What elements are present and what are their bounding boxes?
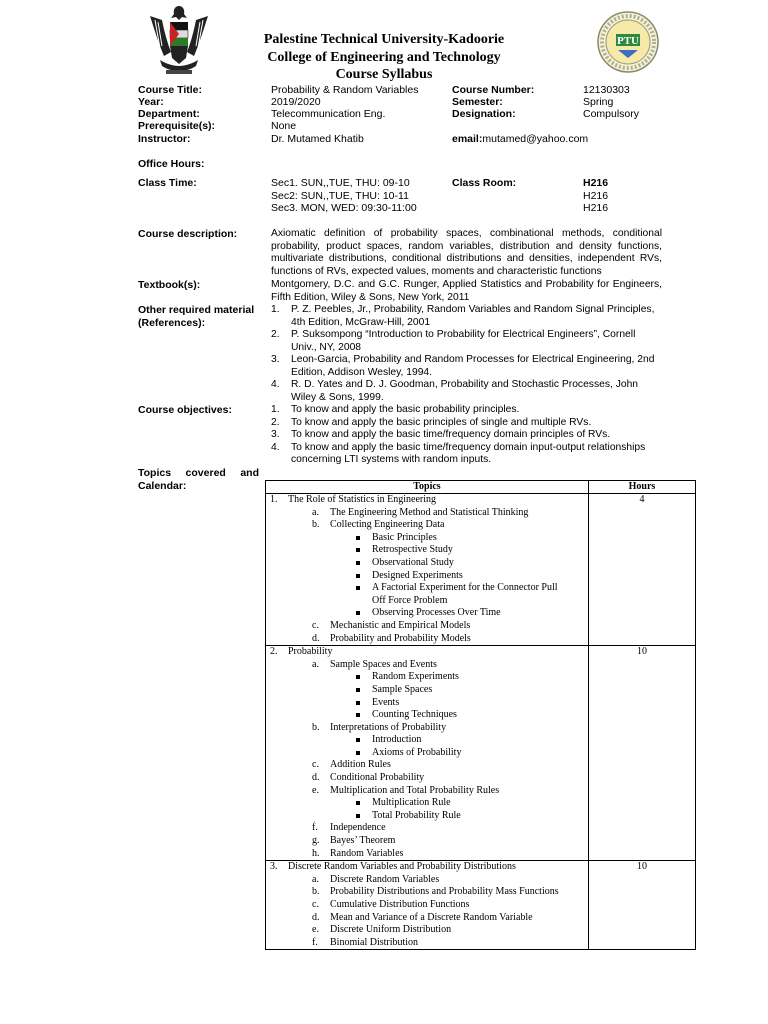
objective-text: To know and apply the basic principles of single and multiple RVs. bbox=[291, 416, 592, 428]
references-list bbox=[271, 304, 662, 404]
bullet-icon bbox=[356, 675, 360, 679]
topic-marker: g. bbox=[312, 835, 320, 847]
topic-text: Addition Rules bbox=[330, 759, 391, 771]
topic-text: Sample Spaces bbox=[372, 683, 433, 695]
references-label bbox=[138, 304, 254, 329]
topic-text: Discrete Uniform Distribution bbox=[330, 924, 452, 936]
class-time-sec3: Sec3. MON, WED: 09:30-11:00 bbox=[271, 202, 417, 214]
objective-number: 2. bbox=[271, 416, 280, 428]
topics-table bbox=[265, 480, 696, 950]
course-number-value: 12130303 bbox=[583, 84, 630, 96]
ptu-seal-text: PTU bbox=[617, 35, 639, 47]
topic-section-cell bbox=[266, 494, 589, 646]
bullet-icon bbox=[356, 561, 360, 565]
subtopic-bullet-item bbox=[266, 697, 588, 710]
subtopic-bullet-item bbox=[266, 734, 588, 747]
subtopic-bullet-item bbox=[266, 747, 588, 760]
topic-marker: c. bbox=[312, 619, 319, 631]
topic-text: Basic Principles bbox=[372, 531, 437, 543]
class-room-sec2: H216 bbox=[583, 189, 609, 202]
year-label: Year: bbox=[138, 96, 164, 108]
topic-text: Random Variables bbox=[330, 847, 404, 859]
topic-text: The Engineering Method and Statistical Thinking bbox=[330, 506, 529, 518]
topic-text: Cumulative Distribution Functions bbox=[330, 899, 470, 910]
reference-item bbox=[271, 379, 662, 404]
objective-item bbox=[271, 442, 662, 467]
subtopic-bullet-item bbox=[266, 797, 588, 810]
bullet-icon bbox=[356, 611, 360, 615]
topic-text: Multiplication Rule bbox=[372, 797, 451, 809]
description-text: Axiomatic definition of probability spaces, combinational methods, conditional probability, product spaces, random variables, distribution and density functions, multivariate distributions, conditional distributions and densities, independent RVs, functions of RVs, expected values, moments and characteristic functions bbox=[271, 228, 662, 277]
topic-text: Interpretations of Probability bbox=[330, 721, 447, 733]
objective-item bbox=[271, 429, 662, 442]
topic-marker: d. bbox=[312, 632, 320, 644]
bullet-icon bbox=[356, 574, 360, 578]
class-room-sec3: H216 bbox=[583, 202, 609, 214]
reference-item bbox=[271, 354, 662, 379]
objectives-label: Course objectives: bbox=[138, 404, 232, 416]
subtopic-item bbox=[266, 822, 588, 835]
topics-label-line2: Calendar: bbox=[138, 479, 187, 492]
instructor-label: Instructor: bbox=[138, 133, 191, 145]
subtopic-item bbox=[266, 924, 588, 937]
topic-section-row bbox=[266, 861, 696, 950]
subtopic-bullet-item bbox=[266, 544, 588, 557]
references-label-line2: (References): bbox=[138, 316, 206, 329]
email-line bbox=[452, 133, 588, 145]
class-room-label: Class Room: bbox=[452, 177, 517, 189]
hours-value: 10 bbox=[589, 861, 696, 950]
department-value: Telecommunication Eng. bbox=[271, 108, 386, 120]
subtopic-item bbox=[266, 772, 588, 785]
topic-text: Designed Experiments bbox=[372, 569, 463, 581]
reference-text: R. D. Yates and D. J. Goodman, Probability and Stochastic Processes, John Wiley & Sons, 1999. bbox=[291, 379, 639, 403]
topic-heading bbox=[266, 646, 588, 659]
topic-marker: f. bbox=[312, 822, 318, 834]
bullet-icon bbox=[356, 738, 360, 742]
reference-number: 2. bbox=[271, 329, 280, 340]
bullet-icon bbox=[356, 713, 360, 717]
course-title-value: Probability & Random Variables bbox=[271, 84, 419, 96]
objective-text: To know and apply the basic time/frequency domain principles of RVs. bbox=[291, 429, 611, 440]
reference-text: P. Z. Peebles, Jr., Probability, Random Variables and Random Signal Principles, 4th Edition, McGraw-Hill, 2001 bbox=[291, 304, 655, 328]
topics-label-line1: Topics covered and bbox=[138, 467, 259, 479]
bullet-icon bbox=[356, 751, 360, 755]
bullet-icon bbox=[356, 701, 360, 705]
topic-section-row bbox=[266, 646, 696, 861]
topic-text: Counting Techniques bbox=[372, 709, 457, 721]
subtopic-item bbox=[266, 759, 588, 772]
topic-text: Probability bbox=[288, 646, 333, 658]
topic-heading bbox=[266, 494, 588, 507]
reference-item bbox=[271, 329, 662, 354]
class-time-list bbox=[271, 177, 417, 215]
subtopic-bullet-item bbox=[266, 582, 588, 595]
topics-column-header: Topics bbox=[266, 481, 589, 494]
topic-text: Observational Study bbox=[372, 556, 454, 568]
topic-marker: 3. bbox=[270, 861, 278, 873]
topic-text: Random Experiments bbox=[372, 671, 459, 683]
subtopic-bullet-item bbox=[266, 532, 588, 545]
subtopic-item bbox=[266, 937, 588, 950]
class-time-sec2: Sec2: SUN,,TUE, THU: 10-11 bbox=[271, 189, 409, 202]
topic-marker: c. bbox=[312, 759, 319, 771]
hours-value: 4 bbox=[589, 494, 696, 646]
hours-column-header: Hours bbox=[589, 481, 696, 494]
objective-number: 4. bbox=[271, 441, 280, 453]
topic-marker: c. bbox=[312, 899, 319, 910]
topic-section-row bbox=[266, 494, 696, 646]
subtopic-item bbox=[266, 912, 588, 925]
objective-number: 1. bbox=[271, 404, 280, 415]
topic-text: Events bbox=[372, 696, 400, 708]
topic-marker: d. bbox=[312, 911, 320, 923]
designation-value: Compulsory bbox=[583, 108, 640, 120]
class-room-list bbox=[583, 177, 608, 215]
reference-number: 1. bbox=[271, 304, 280, 315]
objective-text: To know and apply the basic time/frequency domain input-output relationships concerning LTI systems with random inputs. bbox=[291, 441, 646, 465]
references-label-line1: Other required material bbox=[138, 304, 255, 316]
subtopic-item bbox=[266, 899, 588, 912]
subtopic-bullet-item bbox=[266, 684, 588, 697]
reference-text: Leon-Garcia, Probability and Random Processes for Electrical Engineering, 2nd Edition, Addison Wesley, 1994. bbox=[291, 354, 655, 378]
subtopic-item bbox=[266, 620, 588, 633]
designation-label: Designation: bbox=[452, 108, 516, 120]
topic-text: Discrete Random Variables and Probability Distributions bbox=[288, 861, 516, 873]
topic-marker: a. bbox=[312, 658, 319, 670]
subtopic-bullet-item bbox=[266, 709, 588, 722]
subtopic-bullet-item bbox=[266, 557, 588, 570]
objective-text: To know and apply the basic probability principles. bbox=[291, 404, 520, 415]
reference-number: 3. bbox=[271, 354, 280, 365]
university-name: Palestine Technical University-Kadoorie bbox=[263, 32, 505, 47]
topic-marker: b. bbox=[312, 721, 320, 733]
bullet-icon bbox=[356, 586, 360, 590]
topic-text: Off Force Problem bbox=[372, 594, 448, 606]
topic-text: Conditional Probability bbox=[330, 772, 425, 784]
topic-text: Mean and Variance of a Discrete Random Variable bbox=[330, 911, 533, 923]
topic-marker: d. bbox=[312, 772, 320, 784]
topics-label bbox=[138, 467, 259, 492]
class-time-label: Class Time: bbox=[138, 177, 197, 189]
topic-marker: b. bbox=[312, 519, 320, 531]
objectives-list bbox=[271, 404, 662, 467]
subtopic-item bbox=[266, 519, 588, 532]
hours-value: 10 bbox=[589, 646, 696, 861]
topic-section-cell bbox=[266, 646, 589, 861]
bullet-icon bbox=[356, 814, 360, 818]
textbook-text: Montgomery, D.C. and G.C. Runger, Applied Statistics and Probability for Engineers, Fifth Edition, Wiley & Sons, New York, 2011 bbox=[271, 279, 662, 303]
bullet-icon bbox=[356, 536, 360, 540]
topic-text: Observing Processes Over Time bbox=[372, 607, 501, 619]
topic-marker: 1. bbox=[270, 494, 278, 505]
subtopic-item bbox=[266, 874, 588, 887]
document-title: Course Syllabus bbox=[335, 67, 433, 82]
topic-text: Discrete Random Variables bbox=[330, 873, 440, 885]
topic-section-cell bbox=[266, 861, 589, 950]
email-value[interactable]: mutamed@yahoo.com bbox=[482, 133, 589, 145]
subtopic-item bbox=[266, 886, 588, 899]
semester-label: Semester: bbox=[452, 96, 503, 108]
department-label: Department: bbox=[138, 108, 200, 120]
topic-text: Collecting Engineering Data bbox=[330, 519, 445, 531]
topic-text: Independence bbox=[330, 822, 386, 834]
topic-text: Multiplication and Total Probability Rules bbox=[330, 784, 500, 796]
topic-marker: e. bbox=[312, 924, 319, 936]
year-value: 2019/2020 bbox=[271, 96, 321, 108]
reference-item bbox=[271, 304, 662, 329]
topic-text: Bayes’ Theorem bbox=[330, 835, 396, 847]
bullet-icon bbox=[356, 688, 360, 692]
topic-marker: b. bbox=[312, 886, 320, 898]
subtopic-bullet-item bbox=[266, 671, 588, 684]
semester-value: Spring bbox=[583, 96, 614, 108]
topic-text: Introduction bbox=[372, 734, 422, 746]
topic-text: Total Probability Rule bbox=[372, 809, 461, 821]
topic-text: The Role of Statistics in Engineering bbox=[288, 494, 437, 505]
college-name: College of Engineering and Technology bbox=[267, 50, 501, 65]
topic-text: Retrospective Study bbox=[372, 544, 453, 556]
textbook-label: Textbook(s): bbox=[138, 279, 201, 291]
instructor-value: Dr. Mutamed Khatib bbox=[271, 133, 364, 145]
topic-text: Probability and Probability Models bbox=[330, 632, 471, 644]
subtopic-bullet-item bbox=[266, 595, 588, 608]
course-title-label: Course Title: bbox=[138, 84, 202, 96]
reference-number: 4. bbox=[271, 379, 280, 390]
prerequisite-value: None bbox=[271, 120, 297, 132]
office-hours-label: Office Hours: bbox=[138, 158, 205, 170]
email-label: email: bbox=[452, 133, 483, 145]
subtopic-bullet-item bbox=[266, 607, 588, 620]
subtopic-bullet-item bbox=[266, 570, 588, 583]
objective-item bbox=[271, 404, 662, 417]
bullet-icon bbox=[356, 801, 360, 805]
subtopic-item bbox=[266, 835, 588, 848]
course-number-label: Course Number: bbox=[452, 84, 535, 96]
objective-item bbox=[271, 417, 662, 430]
subtopic-item bbox=[266, 633, 588, 646]
topic-text: Sample Spaces and Events bbox=[330, 658, 437, 670]
class-room-sec1: H216 bbox=[583, 177, 609, 189]
description-label: Course description: bbox=[138, 228, 238, 240]
subtopic-item bbox=[266, 848, 588, 861]
topic-text: A Factorial Experiment for the Connector Pull bbox=[372, 582, 558, 594]
topic-text: Mechanistic and Empirical Models bbox=[330, 619, 471, 631]
topic-text: Axioms of Probability bbox=[372, 746, 462, 758]
topic-text: Probability Distributions and Probability Mass Functions bbox=[330, 886, 559, 898]
subtopic-item bbox=[266, 507, 588, 520]
class-time-sec1: Sec1. SUN,,TUE, THU: 09-10 bbox=[271, 177, 410, 189]
topic-marker: a. bbox=[312, 873, 319, 885]
subtopic-item bbox=[266, 785, 588, 798]
subtopic-item bbox=[266, 722, 588, 735]
topic-marker: f. bbox=[312, 936, 318, 948]
prerequisite-label: Prerequisite(s): bbox=[138, 120, 216, 132]
subtopic-item bbox=[266, 659, 588, 672]
topic-marker: a. bbox=[312, 506, 319, 518]
topic-text: Binomial Distribution bbox=[330, 936, 419, 948]
subtopic-bullet-item bbox=[266, 810, 588, 823]
reference-text: P. Suksompong “Introduction to Probability for Electrical Engineers”, Cornell Univ., NY, 2008 bbox=[291, 329, 636, 353]
bullet-icon bbox=[356, 548, 360, 552]
objective-number: 3. bbox=[271, 429, 280, 440]
topic-marker: 2. bbox=[270, 646, 278, 658]
topic-marker: e. bbox=[312, 784, 319, 796]
topic-marker: h. bbox=[312, 847, 320, 859]
topic-heading bbox=[266, 861, 588, 874]
